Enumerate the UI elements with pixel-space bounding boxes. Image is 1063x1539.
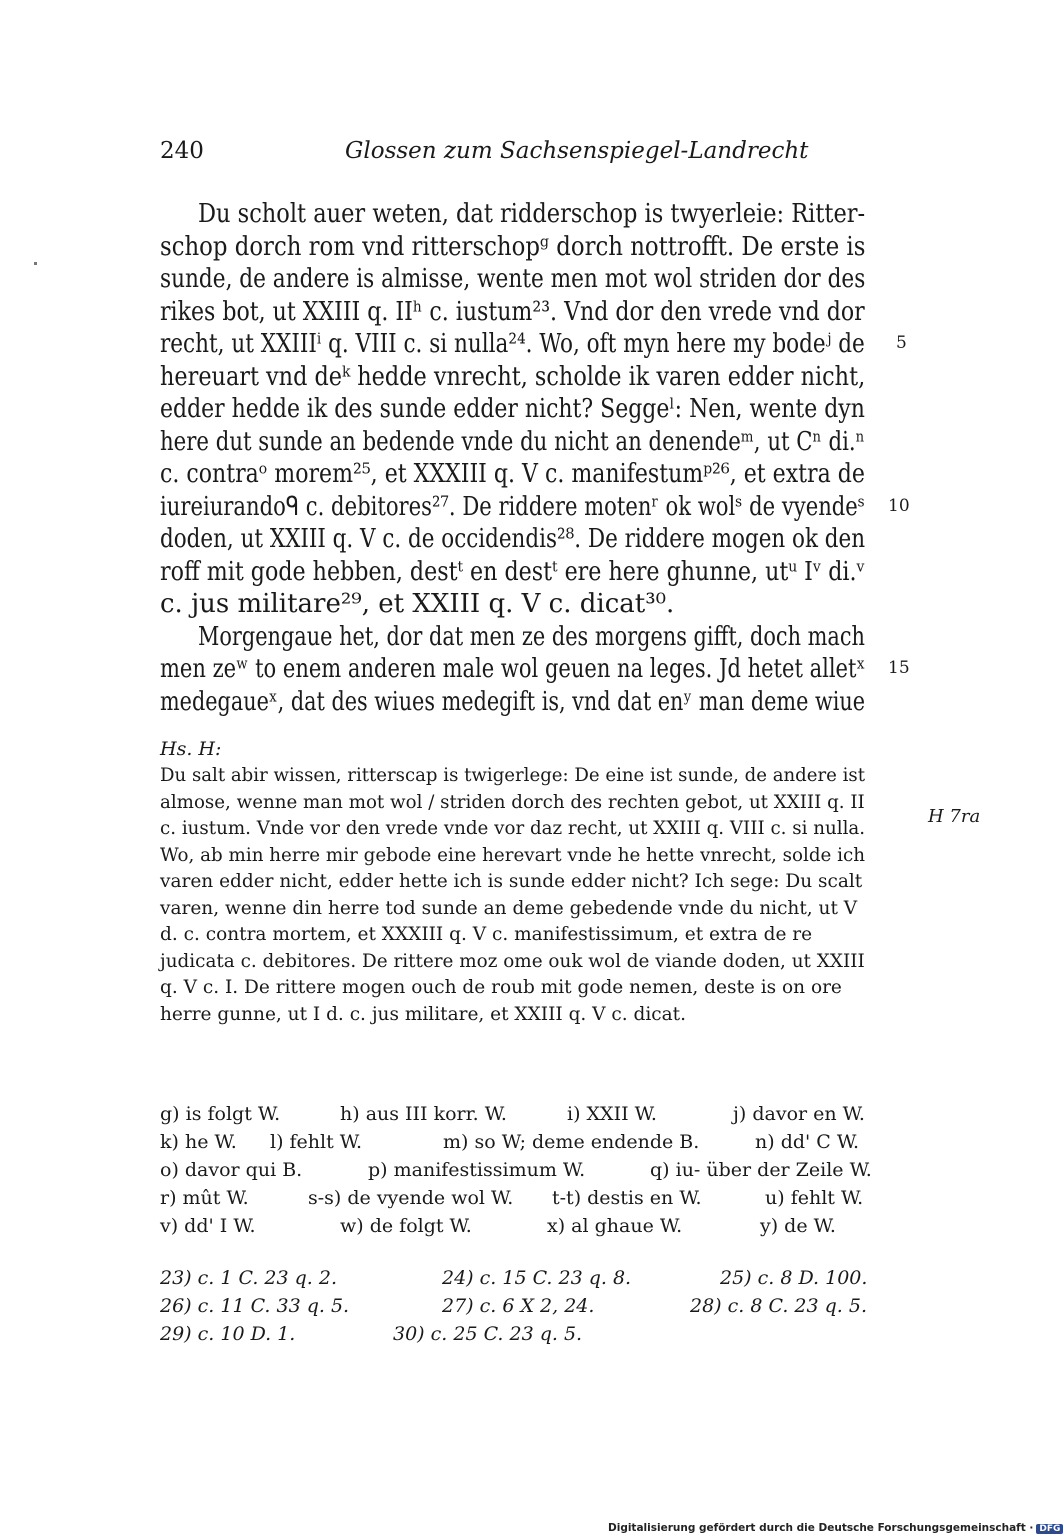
apparatus-note: o) davor qui B. — [160, 1159, 303, 1181]
source-note: 25) c. 8 D. 100. — [720, 1267, 868, 1289]
margin-reference: H 7ra — [928, 806, 981, 827]
apparatus-note: h) aus III korr. W. — [340, 1103, 507, 1125]
hs-line: herre gunne, ut I d. c. jus militare, et XXIII q. V c. dicat. — [160, 1003, 686, 1025]
apparatus-note: r) mût W. — [160, 1187, 249, 1209]
apparatus-note: k) he W. — [160, 1131, 237, 1153]
hs-line: d. c. contra mortem, et XXXIII q. V c. manifestissimum, et extra de re — [160, 924, 813, 945]
apparatus-note: q) iu- über der Zeile W. — [650, 1159, 872, 1181]
apparatus-note: l) fehlt W. — [270, 1131, 363, 1153]
main-line: sunde, de andere is almisse, wente men mot wol striden dor des — [160, 264, 866, 294]
source-note: 26) c. 11 C. 33 q. 5. — [160, 1295, 350, 1317]
funding-text: Digitalisierung gefördert durch die Deutsche Forschungsgemeinschaft · — [608, 1522, 1034, 1534]
main-line: doden, ut XXIII q. V c. de occidendis²⁸. De riddere mogen ok den — [160, 524, 866, 554]
hs-line: judicata c. debitores. De rittere moz ome ouk wol de viande doden, ut XXIII — [160, 950, 865, 972]
scan-speck — [34, 262, 37, 265]
main-line: rikes bot, ut XXIII q. IIʰ c. iustum²³. Vnd dor den vrede vnd dor — [160, 296, 865, 327]
dfg-logo: DFG — [1036, 1524, 1063, 1534]
hs-line: c. iustum. Vnde vor den vrede vnde vor daz recht, ut XXIII q. VIII c. si nulla. — [160, 818, 866, 839]
source-note: 29) c. 10 D. 1. — [160, 1323, 296, 1345]
line-number: 15 — [888, 658, 910, 678]
apparatus-note: w) de folgt W. — [340, 1215, 472, 1237]
funding-note — [608, 1522, 1063, 1534]
source-note: 23) c. 1 C. 23 q. 2. — [160, 1267, 338, 1289]
main-line: men zeʷ to enem anderen male wol geuen na leges. Jd hetet alletˣ — [160, 654, 866, 684]
main-line: schop dorch rom vnd ritterschopᵍ dorch nottrofft. De erste is — [160, 231, 866, 262]
main-line: recht, ut XXIIIⁱ q. VIII c. si nulla²⁴. Wo, oft myn here my bodeʲ de — [160, 329, 865, 359]
hs-line: q. V c. I. De rittere mogen ouch de roub mit gode nemen, deste is on ore — [160, 977, 842, 998]
line-number: 10 — [888, 496, 910, 516]
main-line: c. jus militare²⁹, et XXIII q. V c. dicat³⁰. — [160, 589, 675, 619]
source-note: 24) c. 15 C. 23 q. 8. — [442, 1267, 632, 1289]
apparatus-note: p) manifestissimum W. — [368, 1159, 586, 1181]
main-line: iureiurandoᑫ c. debitores²⁷. De riddere motenʳ ok wolˢ de vyendeˢ — [160, 491, 865, 522]
main-line: Du scholt auer weten, dat ridderschop is twyerleie: Ritter- — [198, 199, 866, 229]
hs-line: varen edder nicht, edder hette ich is sunde edder nicht? Ich sege: Du scalt — [160, 871, 863, 892]
hs-label: Hs. H: — [160, 738, 222, 760]
apparatus-note: g) is folgt W. — [160, 1103, 281, 1125]
apparatus-note: y) de W. — [760, 1215, 836, 1237]
apparatus-note: n) dd' C W. — [755, 1131, 860, 1153]
main-line: c. contraᵒ morem²⁵, et XXXIII q. V c. manifestumᵖ²⁶, et extra de — [160, 459, 865, 489]
main-line: roff mit gode hebben, destᵗ en destᵗ ere here ghunne, utᵘ Iᵛ di.ᵛ — [160, 556, 865, 587]
main-line: here dut sunde an bedende vnde du nicht an denendeᵐ, ut Cⁿ di.ⁿ — [160, 426, 865, 457]
apparatus-note: j) davor en W. — [733, 1103, 865, 1125]
apparatus-note: v) dd' I W. — [160, 1215, 256, 1237]
hs-line: varen, wenne din herre tod sunde an deme gebedende vnde du nicht, ut V — [160, 897, 858, 919]
source-references — [0, 1267, 1000, 1357]
main-line: hereuart vnd deᵏ hedde vnrecht, scholde ik varen edder nicht, — [160, 361, 866, 392]
hs-line: almose, wenne man mot wol / striden dorch des rechten gebot, ut XXIII q. II — [160, 791, 865, 813]
apparatus-note: u) fehlt W. — [765, 1187, 864, 1209]
apparatus-note: x) al ghaue W. — [547, 1215, 683, 1237]
apparatus-note: i) XXII W. — [567, 1103, 657, 1125]
apparatus-note: m) so W; deme endende B. — [443, 1131, 700, 1153]
source-note: 28) c. 8 C. 23 q. 5. — [690, 1295, 868, 1317]
hs-line: Du salt abir wissen, ritterscap is twigerlege: De eine ist sunde, de andere ist — [160, 765, 865, 786]
running-title: Glossen zum Sachsenspiegel-Landrecht — [345, 138, 809, 164]
apparatus-note: t-t) destis en W. — [552, 1187, 702, 1209]
apparatus-note: s-s) de vyende wol W. — [308, 1187, 514, 1209]
apparatus — [0, 1103, 1000, 1253]
line-number: 5 — [896, 333, 907, 353]
main-line: medegaueˣ, dat des wiues medegift is, vnd dat enʸ man deme wiue — [160, 686, 866, 717]
hs-line: Wo, ab min herre mir gebode eine herevart vnde he hette vnrecht, solde ich — [160, 844, 865, 866]
main-line: Morgengaue het, dor dat men ze des morgens gifft, doch mach — [198, 621, 865, 652]
main-line: edder hedde ik des sunde edder nicht? Seggeˡ: Nen, wente dyn — [160, 394, 865, 424]
source-note: 27) c. 6 X 2, 24. — [442, 1295, 595, 1317]
source-note: 30) c. 25 C. 23 q. 5. — [393, 1323, 583, 1345]
page-number: 240 — [160, 138, 204, 164]
